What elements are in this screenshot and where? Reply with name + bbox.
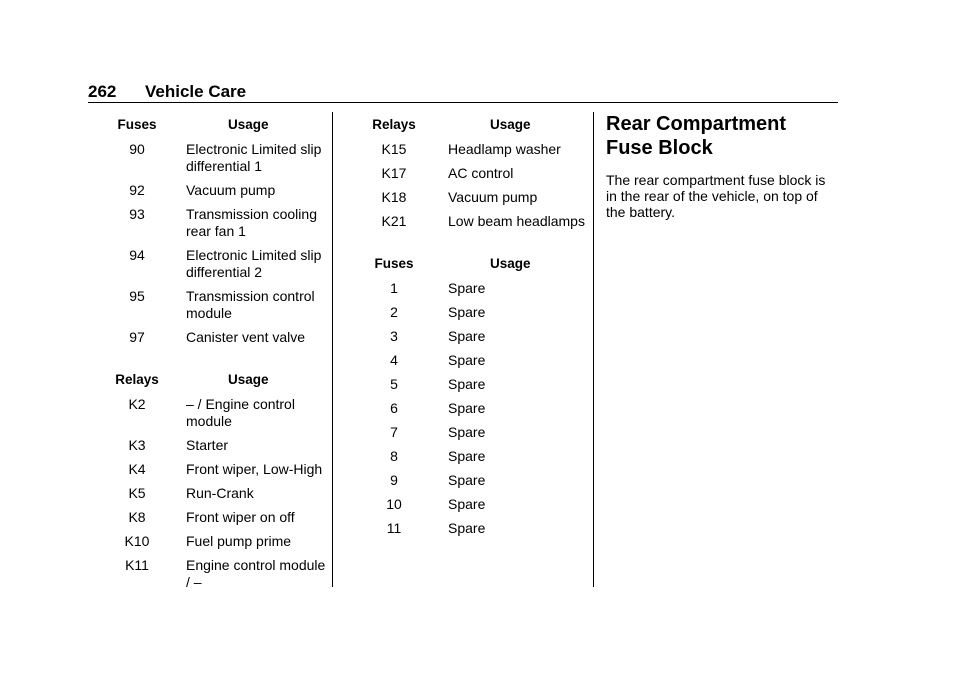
header-rule xyxy=(88,102,838,103)
fuse-id: 8 xyxy=(390,448,398,464)
relay-id: K2 xyxy=(128,396,146,412)
table-row xyxy=(88,531,328,555)
table-row xyxy=(88,286,328,327)
fuse-id: 3 xyxy=(390,328,398,344)
table-row xyxy=(340,302,585,326)
relay-usage: Fuel pump prime xyxy=(186,533,292,549)
relay-id: K11 xyxy=(125,557,149,573)
fuse-usage: Spare xyxy=(448,328,486,344)
relay-usage: Low beam headlamps xyxy=(448,213,585,229)
table-row xyxy=(88,555,328,596)
table-row xyxy=(88,139,328,180)
fuse-id: 93 xyxy=(129,206,145,222)
table-row xyxy=(340,422,585,446)
table-header-row xyxy=(88,112,328,139)
relay-id: K21 xyxy=(381,213,407,229)
fuse-usage: Spare xyxy=(448,520,486,536)
rear-compartment-heading: Rear Compartment Fuse Block xyxy=(606,113,787,159)
table-row xyxy=(88,459,328,483)
usage-header: Usage xyxy=(490,256,531,271)
section-title: Vehicle Care xyxy=(145,82,247,101)
relay-usage: Front wiper, Low-High xyxy=(186,461,323,477)
relays-table xyxy=(88,367,328,596)
column-2 xyxy=(340,112,585,542)
table-row xyxy=(88,435,328,459)
fuse-id: 97 xyxy=(129,329,145,345)
relay-id: K15 xyxy=(381,141,407,157)
fuse-usage: Spare xyxy=(448,376,486,392)
relay-usage: Front wiper on off xyxy=(186,509,295,525)
table-row xyxy=(88,327,328,351)
relay-id: K10 xyxy=(124,533,150,549)
fuse-id: 1 xyxy=(390,280,398,296)
usage-header: Usage xyxy=(228,117,269,132)
fuses-header: Fuses xyxy=(117,117,157,132)
relay-usage: Run-Crank xyxy=(186,485,254,501)
rear-compartment-description: The rear compartment fuse block is in the rear of the vehicle, on top of the battery. xyxy=(606,172,826,220)
relay-usage: – / Engine control module xyxy=(186,396,295,429)
fuse-usage: Spare xyxy=(448,400,486,416)
fuse-id: 92 xyxy=(129,182,145,198)
fuse-usage: Spare xyxy=(448,448,486,464)
column-3 xyxy=(606,112,838,220)
page-number: 262 xyxy=(88,82,117,101)
relay-id: K5 xyxy=(128,485,146,501)
relay-id: K17 xyxy=(381,165,407,181)
table-row xyxy=(340,398,585,422)
relays-table xyxy=(340,112,585,235)
fuse-id: 4 xyxy=(390,352,398,368)
table-row xyxy=(88,394,328,435)
table-row xyxy=(340,211,585,235)
table-row xyxy=(88,204,328,245)
fuse-usage: Electronic Limited slip differential 1 xyxy=(186,141,322,174)
table-row xyxy=(340,278,585,302)
table-row xyxy=(340,326,585,350)
relay-usage: Starter xyxy=(186,437,229,453)
relay-id: K4 xyxy=(128,461,146,477)
fuse-id: 94 xyxy=(129,247,145,263)
table-row xyxy=(340,139,585,163)
relay-usage: Vacuum pump xyxy=(448,189,538,205)
column-divider xyxy=(332,112,333,587)
fuse-id: 10 xyxy=(386,496,402,512)
relays-header: Relays xyxy=(372,117,416,132)
fuse-id: 11 xyxy=(386,520,402,536)
fuses-table xyxy=(340,251,585,542)
table-row xyxy=(88,245,328,286)
fuse-id: 6 xyxy=(390,400,398,416)
fuses-table xyxy=(88,112,328,351)
fuse-usage: Spare xyxy=(448,472,486,488)
table-row xyxy=(340,350,585,374)
table-row xyxy=(340,163,585,187)
table-header-row xyxy=(340,251,585,278)
column-1 xyxy=(88,112,328,596)
table-row xyxy=(340,374,585,398)
table-row xyxy=(340,446,585,470)
fuses-header: Fuses xyxy=(374,256,414,271)
fuse-usage: Electronic Limited slip differential 2 xyxy=(186,247,322,280)
table-row xyxy=(340,494,585,518)
page-header xyxy=(88,82,838,104)
fuse-usage: Transmission control module xyxy=(186,288,315,321)
usage-header: Usage xyxy=(228,372,269,387)
fuse-id: 95 xyxy=(129,288,145,304)
table-row xyxy=(88,180,328,204)
fuse-id: 90 xyxy=(129,141,145,157)
fuse-usage: Transmission cooling rear fan 1 xyxy=(186,206,317,239)
table-row xyxy=(340,470,585,494)
table-header-row xyxy=(340,112,585,139)
relay-usage: AC control xyxy=(448,165,514,181)
fuse-usage: Spare xyxy=(448,352,486,368)
relay-id: K3 xyxy=(128,437,146,453)
fuse-usage: Vacuum pump xyxy=(186,182,276,198)
fuse-id: 7 xyxy=(390,424,398,440)
fuse-usage: Spare xyxy=(448,496,486,512)
fuse-usage: Spare xyxy=(448,424,486,440)
fuse-usage: Spare xyxy=(448,280,486,296)
relay-id: K8 xyxy=(128,509,146,525)
column-divider xyxy=(593,112,594,587)
fuse-id: 2 xyxy=(390,304,398,320)
table-header-row xyxy=(88,367,328,394)
table-row xyxy=(340,518,585,542)
relays-header: Relays xyxy=(115,372,159,387)
relay-usage: Headlamp washer xyxy=(448,141,561,157)
fuse-usage: Spare xyxy=(448,304,486,320)
table-row xyxy=(88,507,328,531)
relay-id: K18 xyxy=(381,189,407,205)
relay-usage: Engine control module / – xyxy=(186,557,326,590)
fuse-id: 5 xyxy=(390,376,398,392)
fuse-id: 9 xyxy=(390,472,398,488)
table-row xyxy=(340,187,585,211)
table-row xyxy=(88,483,328,507)
fuse-usage: Canister vent valve xyxy=(186,329,306,345)
usage-header: Usage xyxy=(490,117,531,132)
